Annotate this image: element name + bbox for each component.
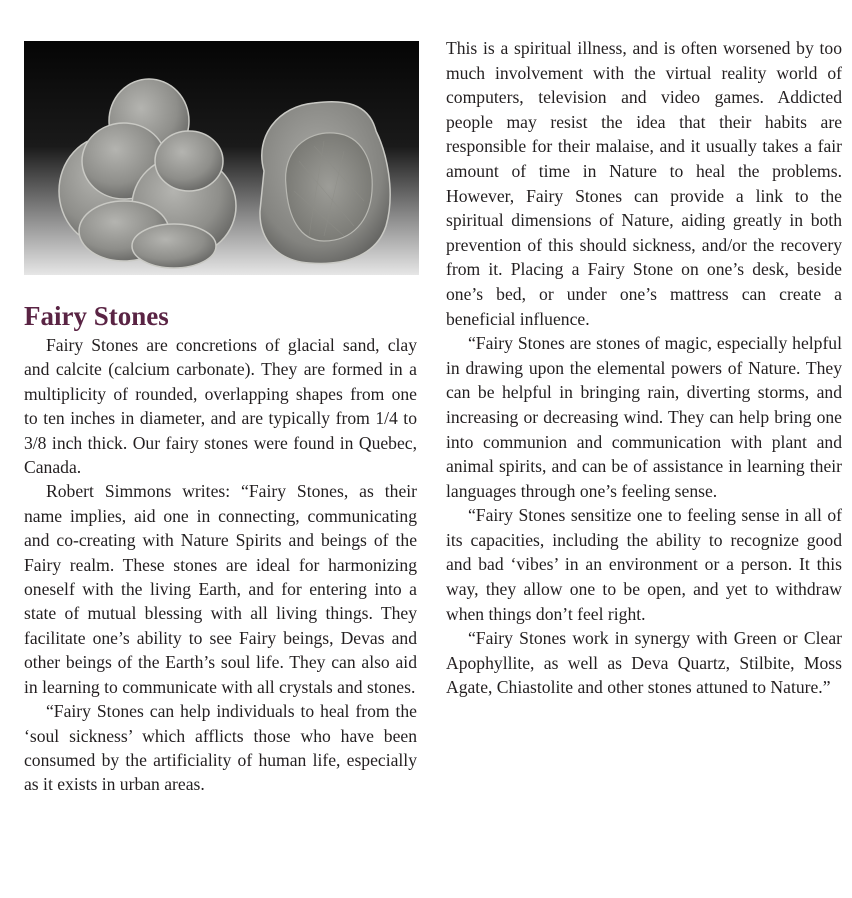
fairy-stones-photo: [24, 41, 419, 275]
paragraph: This is a spiritual illness, and is often worsened by too much involvement with the virtual reality world of computers, television and video games. Addicted people may resist the idea that their habits are responsible for their malaise, and it usually takes a fair amount of time in Nature to heal the problems. However, Fairy Stones can provide a link to the spiritual dimensions of Nature, aiding greatly in both prevention of this should sickness, and/or the recovery from it. Placing a Fairy Stone on one’s desk, beside one’s bed, or under one’s mattress can create a beneficial influence.: [446, 38, 842, 329]
paragraph: “Fairy Stones can help individuals to heal from the ‘soul sickness’ which afflicts those who have been consumed by the artificiality of human life, especially as it exists in urban areas.: [24, 701, 417, 795]
left-column: [24, 333, 417, 797]
paragraph: “Fairy Stones are stones of magic, especially helpful in drawing upon the elemental powers of Nature. They can be helpful in bringing rain, diverting storms, and increasing or decreasing wind. They can help bring one into communion and communication with plant and animal spirits, and can be of assistance in learning their languages through one’s feeling sense.: [446, 333, 842, 501]
article-heading: Fairy Stones: [24, 301, 169, 331]
right-column: [446, 36, 842, 700]
paragraph: “Fairy Stones work in synergy with Green or Clear Apophyllite, as well as Deva Quartz, Stilbite, Moss Agate, Chiastolite and other stones attuned to Nature.”: [446, 628, 842, 698]
paragraph: “Fairy Stones sensitize one to feeling sense in all of its capacities, including the ability to recognize good and bad ‘vibes’ in an environment or a person. It this way, they allow one to be open, and yet to withdraw when things don’t feel right.: [446, 505, 842, 624]
paragraph: Fairy Stones are concretions of glacial sand, clay and calcite (calcium carbonate). They are formed in a multiplicity of rounded, overlapping shapes from one to ten inches in diameter, and are typically from 1/4 to 3/8 inch thick. Our fairy stones were found in Quebec, Canada.: [24, 335, 417, 478]
paragraph: Robert Simmons writes: “Fairy Stones, as their name implies, aid one in connecting, communicating and co-creating with Nature Spirits and beings of the Fairy realm. These stones are ideal for harmonizing oneself with the living Earth, and for entering into a state of mutual blessing with all living things. They facilitate one’s ability to see Fairy beings, Devas and other beings of the Earth’s soul life. They can also aid in learning to communicate with all crystals and stones.: [24, 481, 417, 697]
